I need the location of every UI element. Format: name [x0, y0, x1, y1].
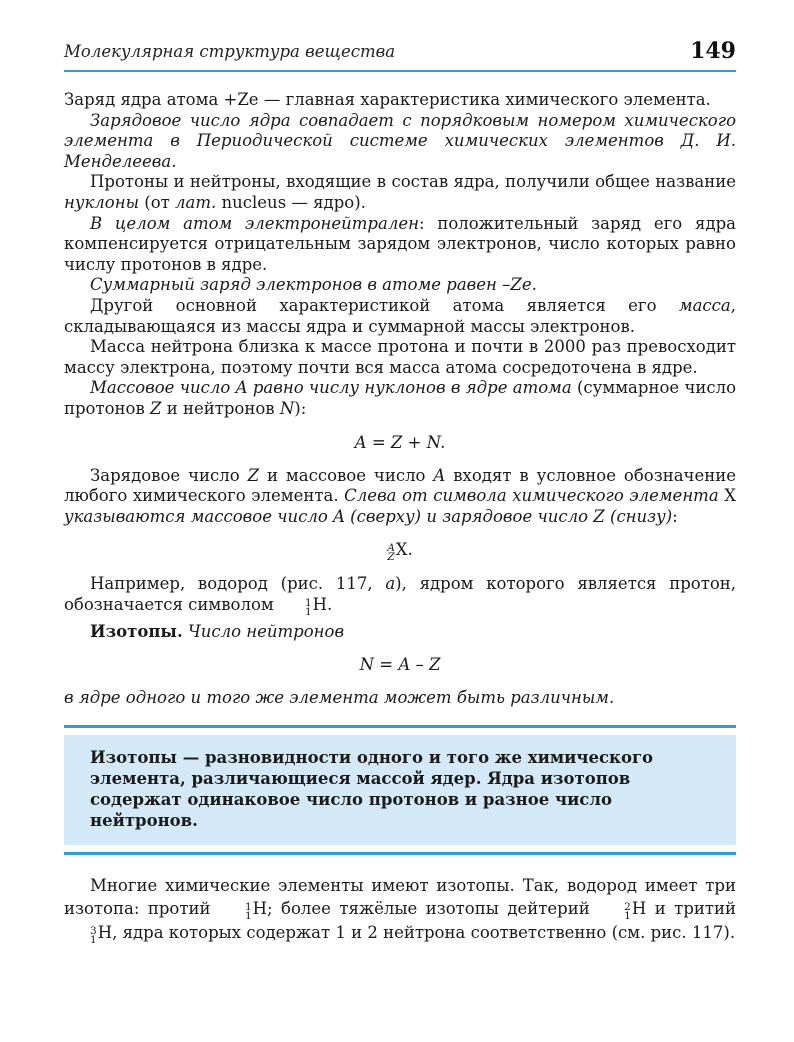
paragraph-11 — [64, 622, 736, 643]
text-run: nucleus — ядро). — [216, 192, 366, 212]
definition-text: Изотопы — разновидности одного и того же химического элемента, различающиеся массой ядер. Ядра изотопов содержат одинаковое число протонов и разное число нейтронов. — [90, 748, 654, 831]
element-symbol: X. — [395, 540, 413, 560]
paragraph-2: Зарядовое число ядра совпадает с порядковым номером химического элемента в Периодической системе химических элементов Д. И. Менделеева. — [64, 110, 736, 171]
text-run: ; более тяжёлые изотопы дейтерий — [267, 899, 599, 919]
element-symbol: H — [631, 899, 647, 919]
paragraph-5: Суммарный заряд электронов в атоме равен –Ze. — [90, 275, 537, 295]
text-run: Например, водород (рис. 117, — [90, 574, 386, 594]
element-symbol: H — [252, 899, 268, 919]
charge-number-index: 1 — [304, 605, 312, 618]
mass-number-index: 1 — [304, 596, 312, 609]
element-symbol: H — [97, 923, 113, 943]
definition-box — [64, 735, 736, 845]
paragraph-6 — [64, 296, 736, 337]
charge-number-index: Z — [387, 551, 395, 564]
text-run: Массовое число A равно числу нуклонов в ядре атома — [90, 378, 572, 398]
section-title: Молекулярная структура вещества — [64, 42, 396, 61]
nuclide-indices — [64, 927, 97, 945]
formula-mass-number: A = Z + N. — [354, 432, 446, 452]
text-run: X — [718, 486, 736, 506]
nuclide-indices — [598, 903, 631, 921]
paragraph-3 — [64, 172, 736, 213]
text-run: Протоны и нейтроны, входящие в состав ядра, получили общее название — [90, 172, 736, 192]
charge-number-index: 1 — [624, 910, 631, 923]
mass-number-index: A — [387, 542, 395, 555]
nuclide-indices — [279, 596, 312, 618]
paragraph-9 — [64, 466, 736, 528]
text-run: и нейтронов — [161, 398, 280, 418]
formula-element-notation — [64, 539, 736, 562]
text-run: Z — [150, 398, 162, 418]
text-run: входят в условное обозначение любого химического элемента. — [64, 465, 736, 506]
mass-number-index: 3 — [90, 925, 97, 938]
nuclide-indices — [387, 544, 395, 562]
page-body — [64, 90, 736, 945]
text-run: Число нейтронов — [182, 621, 345, 641]
formula-neutron-number: N = A – Z — [359, 655, 441, 675]
text-run: и тритий — [646, 899, 736, 919]
text-run: Слева от символа химического элемента — [344, 486, 719, 506]
element-symbol: H. — [312, 594, 333, 614]
text-run: указываются массовое число A (сверху) и зарядовое число Z (снизу) — [64, 506, 673, 526]
text-run: В целом атом электронейтрален — [90, 213, 419, 233]
text-run: ): — [294, 398, 307, 418]
text-run: Z — [247, 465, 260, 485]
definition-top-rule — [64, 725, 736, 728]
charge-number-index: 1 — [90, 934, 97, 947]
paragraph-13 — [64, 874, 736, 945]
text-run: (суммарное число протонов — [64, 378, 737, 418]
text-run: лат. — [175, 192, 217, 212]
text-run: : — [672, 506, 678, 526]
term-nucleons: нуклоны — [64, 192, 140, 212]
text-run: Многие химические элементы имеют изотопы. Так, водород имеет три изотопа: протий — [64, 876, 736, 919]
subheading-isotopes: Изотопы. — [90, 621, 183, 641]
paragraph-1: Заряд ядра атома +Ze — главная характеристика химического элемента. — [64, 90, 711, 109]
text-run: а — [385, 574, 396, 594]
paragraph-10 — [64, 574, 736, 617]
text-run: : положительный заряд его ядра компенсируется отрицательным зарядом электронов, число которых равно числу протонов в ядре. — [64, 213, 736, 274]
paragraph-12: в ядре одного и того же элемента может быть различным. — [64, 688, 615, 708]
paragraph-7: Масса нейтрона близка к массе протона и почти в 2000 раз превосходит массу электрона, поэтому почти вся масса атома сосредоточена в ядре. — [64, 337, 736, 377]
mass-number-index: 1 — [244, 901, 252, 914]
paragraph-8 — [64, 378, 736, 419]
charge-number-index: 1 — [244, 910, 252, 923]
mass-number-index: 2 — [624, 901, 631, 914]
nuclide-indices — [219, 903, 252, 921]
text-run: , складывающаяся из массы ядра и суммарной массы электронов. — [64, 295, 736, 336]
text-run: N — [279, 398, 295, 418]
text-run: ), ядром которого является протон, обозначается символом — [64, 574, 736, 614]
paragraph-4 — [64, 214, 736, 276]
text-run: , ядра которых содержат 1 и 2 нейтрона соответственно (см. рис. 117). — [112, 923, 736, 943]
running-header — [64, 36, 736, 72]
text-run: Другой основной характеристикой атома является его — [90, 295, 679, 315]
page-number: 149 — [690, 38, 736, 64]
text-run: Зарядовое число — [90, 465, 248, 485]
definition-bottom-rule — [64, 852, 736, 855]
text-run: и массовое число — [259, 465, 434, 485]
term-mass: масса — [678, 295, 731, 315]
text-run: (от — [139, 192, 176, 212]
text-run: A — [433, 465, 446, 485]
